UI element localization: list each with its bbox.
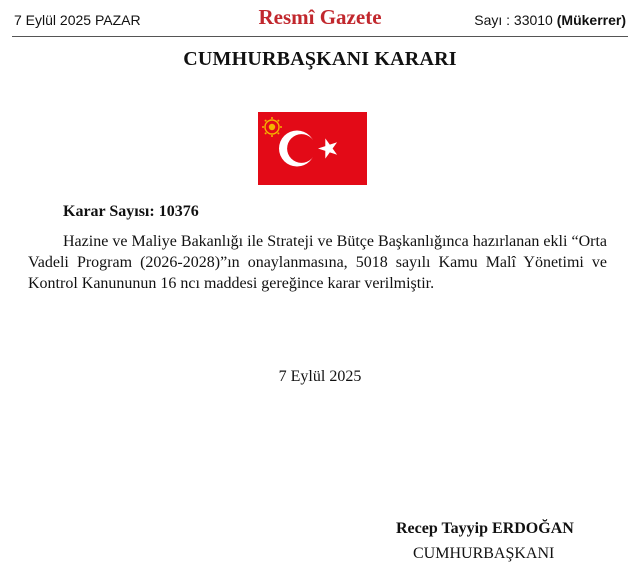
gazette-title: Resmî Gazete	[258, 5, 382, 29]
header-divider	[12, 36, 628, 37]
presidential-seal-icon	[262, 117, 282, 137]
gazette-header	[12, 0, 628, 38]
header-date: 7 Eylül 2025 PAZAR	[14, 12, 141, 28]
issue-supplement-label: (Mükerrer)	[556, 12, 626, 28]
document-heading: CUMHURBAŞKANI KARARI	[183, 48, 457, 70]
decision-body-text: Hazine ve Maliye Bakanlığı ile Strateji ve Bütçe Başkanlığınca hazırlanan ekli “Orta Vadeli Program (2026-2028)”ın onaylanmasına, 5018 sayılı Kamu Malî Yönetimi ve Kontrol Kanununun 16 ncı maddesi gereğince karar verilmiştir.	[28, 233, 607, 292]
signatory-name: Recep Tayyip ERDOĞAN	[396, 520, 574, 537]
issue-number	[474, 12, 626, 28]
decision-number: Karar Sayısı: 10376	[63, 203, 199, 220]
turkish-flag-with-presidential-seal-icon	[258, 112, 367, 185]
issue-number-label: Sayı : 33010	[474, 12, 553, 28]
signatory-title: CUMHURBAŞKANI	[413, 545, 555, 562]
decision-date: 7 Eylül 2025	[278, 368, 362, 385]
